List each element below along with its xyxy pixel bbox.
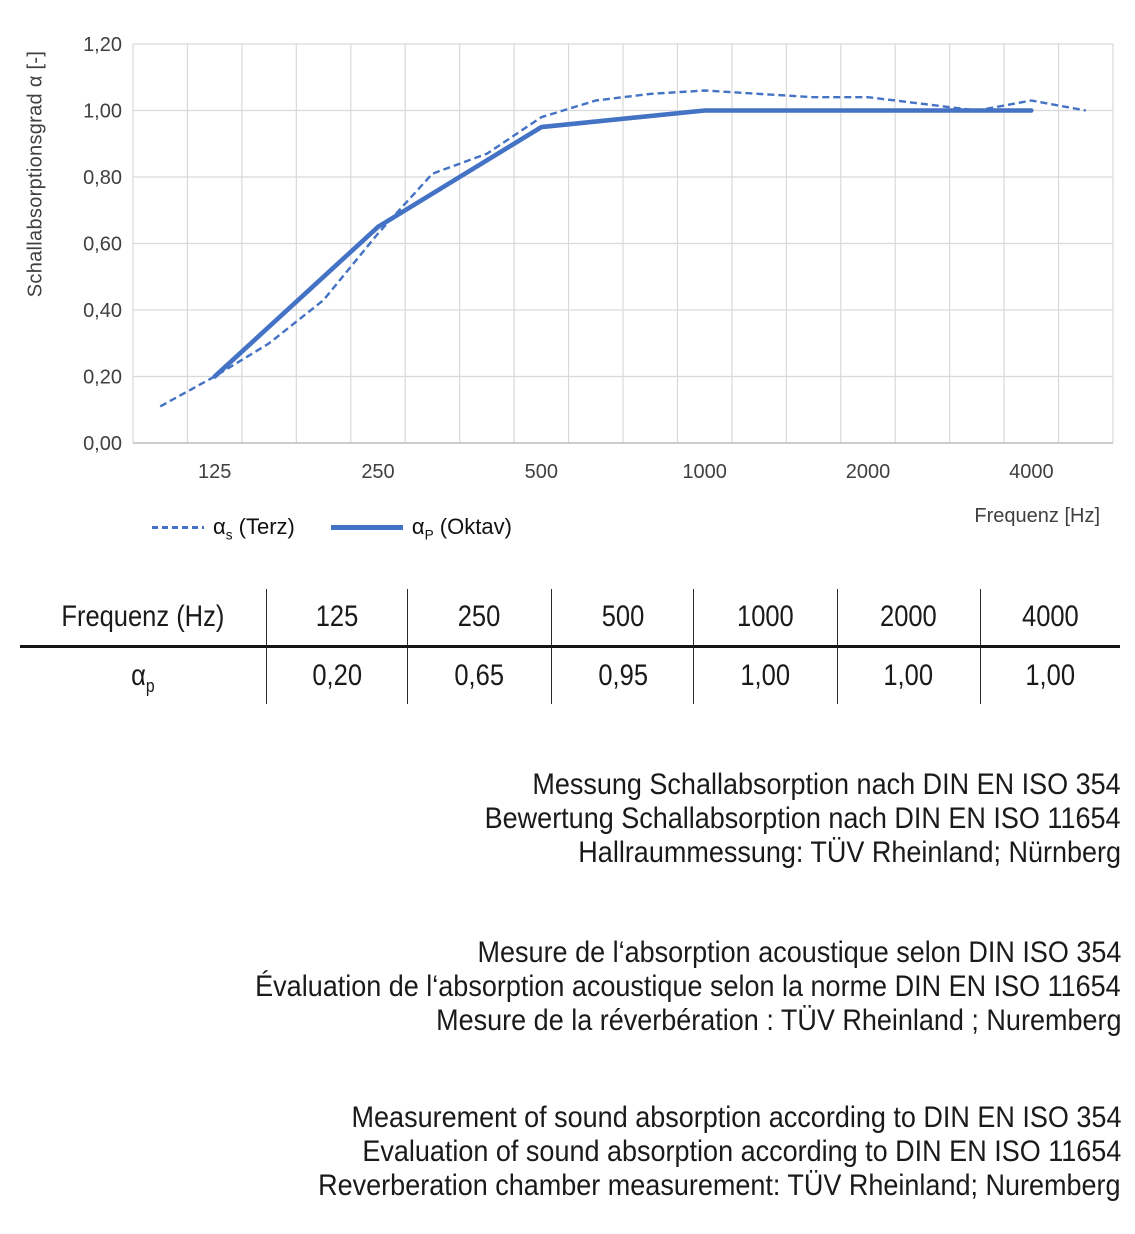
alpha-symbol: α [411, 514, 425, 539]
table-header-2000: 2000 [838, 589, 981, 645]
alpha-subscript: P [424, 527, 434, 543]
x-axis-title: Frequenz [Hz] [974, 505, 1100, 527]
legend-item-oktav [331, 514, 512, 543]
absorption-chart-canvas [0, 0, 1135, 500]
legend-suffix: (Terz) [232, 514, 295, 539]
legend-suffix: (Oktav) [433, 514, 512, 539]
table-value-row [20, 648, 1120, 704]
note-en-line-2: Evaluation of sound absorption according to DIN EN ISO 11654 [362, 1135, 1121, 1168]
table-header-125: 125 [267, 589, 408, 645]
alpha-subscript: p [145, 675, 155, 696]
svg-text:1,00: 1,00 [83, 100, 122, 123]
note-en-line-1: Measurement of sound absorption according to DIN EN ISO 354 [351, 1101, 1121, 1134]
svg-text:0,20: 0,20 [83, 366, 122, 389]
alpha-subscript: s [225, 527, 233, 543]
table-value-125: 0,20 [267, 648, 408, 704]
terz-dashed-line-sample [152, 526, 204, 529]
chart-legend [152, 514, 512, 543]
alpha-symbol: α [131, 659, 146, 692]
table-value-4000: 1,00 [1025, 659, 1076, 692]
alpha-p-table [20, 589, 1120, 704]
svg-text:125: 125 [197, 461, 232, 483]
y-axis-title: Schallabsorptionsgrad α [-] [24, 50, 47, 298]
table-value-2000: 1,00 [838, 648, 981, 704]
svg-text:0,80: 0,80 [83, 167, 122, 189]
table-header-row [20, 589, 1120, 648]
svg-text:0,00: 0,00 [83, 433, 122, 455]
svg-text:1,20: 1,20 [83, 34, 122, 56]
legend-label-oktav [411, 514, 512, 543]
note-de-line-2: Bewertung Schallabsorption nach DIN EN ISO 11654 [485, 802, 1121, 835]
note-fr-line-2: Évaluation de l‘absorption acoustique selon la norme DIN EN ISO 11654 [255, 970, 1121, 1003]
absorption-chart [0, 0, 1135, 560]
svg-text:0,40: 0,40 [83, 300, 122, 322]
svg-text:250: 250 [361, 461, 395, 483]
oktav-solid-line-sample [331, 525, 403, 530]
legend-item-terz [152, 514, 295, 543]
note-fr-line-1: Mesure de l‘absorption acoustique selon DIN ISO 354 [477, 936, 1121, 969]
table-row-label-alpha-p [20, 648, 267, 704]
note-de-line-3: Hallraummessung: TÜV Rheinland; Nürnberg [578, 836, 1121, 869]
svg-text:0,60: 0,60 [83, 233, 122, 256]
svg-text:4000: 4000 [1009, 461, 1054, 483]
table-header-250: 250 [408, 589, 552, 645]
note-german [414, 768, 1121, 870]
svg-text:500: 500 [524, 461, 559, 483]
table-value-250: 0,65 [408, 648, 552, 704]
note-english [229, 1101, 1121, 1203]
note-en-line-3: Reverberation chamber measurement: TÜV Rheinland; Nuremberg [318, 1169, 1121, 1202]
table-header-4000: 4000 [1022, 600, 1079, 633]
svg-text:1000: 1000 [682, 461, 727, 483]
table-header-500: 500 [552, 589, 694, 645]
table-value-1000: 1,00 [694, 648, 837, 704]
note-french [159, 936, 1121, 1038]
table-value-500: 0,95 [552, 648, 694, 704]
note-de-line-1: Messung Schallabsorption nach DIN EN ISO 354 [532, 768, 1121, 801]
note-fr-line-3: Mesure de la réverbération : TÜV Rheinland ; Nuremberg [435, 1004, 1121, 1037]
table-header-frequency: Frequenz (Hz) [20, 589, 267, 645]
alpha-symbol: α [213, 514, 226, 539]
legend-label-terz [213, 514, 295, 543]
svg-text:2000: 2000 [845, 461, 891, 483]
table-header-1000: 1000 [694, 589, 837, 645]
